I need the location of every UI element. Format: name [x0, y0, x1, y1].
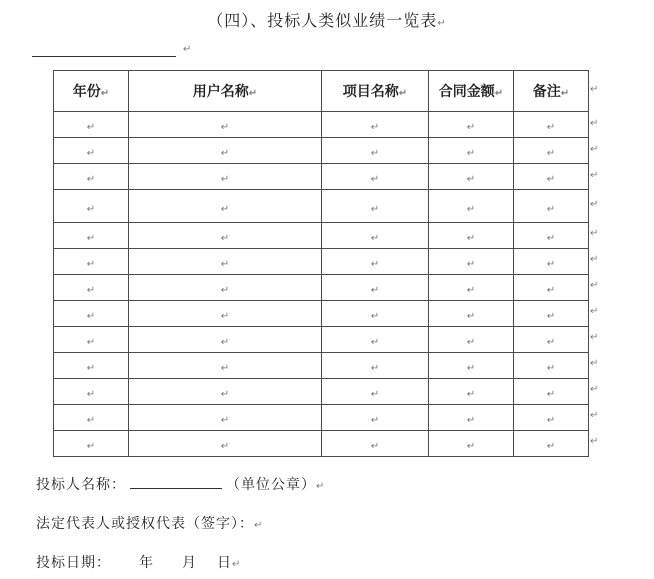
row-end-mark: ↵: [590, 84, 599, 95]
table-cell: ↵: [429, 327, 514, 353]
table-cell: ↵: [514, 138, 589, 164]
table-cell: ↵: [129, 112, 322, 138]
table-row: [54, 138, 589, 164]
table-cell: ↵: [514, 301, 589, 327]
table-cell: ↵: [322, 249, 429, 275]
table-cell: ↵: [514, 164, 589, 190]
table-row: [54, 275, 589, 301]
header-remarks: 备注↵: [514, 71, 589, 112]
row-end-mark: ↵: [590, 280, 599, 291]
table-cell: ↵: [129, 138, 322, 164]
table-row: [54, 431, 589, 457]
table-cell: ↵: [514, 405, 589, 431]
row-end-mark: ↵: [590, 306, 599, 317]
table-cell: ↵: [129, 301, 322, 327]
table-cell: ↵: [322, 301, 429, 327]
table-cell: ↵: [54, 431, 129, 457]
table-cell: ↵: [129, 223, 322, 249]
table-cell: ↵: [129, 379, 322, 405]
table-cell: ↵: [514, 190, 589, 223]
table-cell: ↵: [514, 275, 589, 301]
table-cell: ↵: [129, 190, 322, 223]
table-cell: ↵: [429, 379, 514, 405]
performance-table: [53, 70, 589, 457]
table-cell: ↵: [129, 327, 322, 353]
row-end-mark: ↵: [590, 254, 599, 265]
table-cell: ↵: [322, 379, 429, 405]
row-end-mark: ↵: [590, 170, 599, 181]
table-cell: ↵: [54, 249, 129, 275]
table-cell: ↵: [429, 353, 514, 379]
table-cell: ↵: [322, 138, 429, 164]
table-row: [54, 164, 589, 190]
row-end-mark: ↵: [590, 118, 599, 129]
table-cell: ↵: [429, 164, 514, 190]
paragraph-mark: ↵: [183, 44, 192, 55]
header-project-name: 项目名称↵: [322, 71, 429, 112]
table-cell: ↵: [322, 164, 429, 190]
table-cell: ↵: [429, 190, 514, 223]
table-row: [54, 405, 589, 431]
table-cell: ↵: [514, 223, 589, 249]
table-cell: ↵: [54, 190, 129, 223]
heading-blank-line: [32, 40, 176, 57]
seal-note: （单位公章）: [226, 477, 316, 493]
table-cell: ↵: [54, 327, 129, 353]
table-header-row: [54, 71, 589, 112]
row-end-mark: ↵: [590, 228, 599, 239]
table-cell: ↵: [429, 275, 514, 301]
table-cell: ↵: [429, 223, 514, 249]
table-cell: ↵: [322, 223, 429, 249]
table-row: [54, 379, 589, 405]
table-cell: ↵: [54, 138, 129, 164]
table-cell: ↵: [322, 190, 429, 223]
date-year: 年: [139, 555, 154, 571]
table-cell: ↵: [322, 431, 429, 457]
row-end-mark: ↵: [590, 358, 599, 369]
representative-label: 法定代表人或授权代表（签字）：: [36, 516, 254, 532]
document-title: （四）、投标人类似业绩一览表↵: [207, 11, 447, 30]
table-cell: ↵: [54, 112, 129, 138]
table-cell: ↵: [514, 353, 589, 379]
bidder-name-blank: [130, 474, 222, 489]
bidder-name-label: 投标人名称：: [36, 477, 126, 493]
table-cell: ↵: [54, 405, 129, 431]
row-end-mark: ↵: [590, 199, 599, 210]
table-row: [54, 190, 589, 223]
table-cell: ↵: [322, 327, 429, 353]
table-cell: ↵: [129, 275, 322, 301]
table-cell: ↵: [429, 405, 514, 431]
table-cell: ↵: [129, 405, 322, 431]
table-cell: ↵: [429, 249, 514, 275]
table-cell: ↵: [322, 275, 429, 301]
table-cell: ↵: [514, 379, 589, 405]
table-cell: ↵: [514, 327, 589, 353]
date-month: 月: [182, 555, 197, 571]
table-cell: ↵: [322, 112, 429, 138]
header-customer-name: 用户名称↵: [129, 71, 322, 112]
table-cell: ↵: [129, 431, 322, 457]
table-row: [54, 327, 589, 353]
table-cell: ↵: [54, 275, 129, 301]
table-cell: ↵: [429, 431, 514, 457]
table-cell: ↵: [54, 223, 129, 249]
representative-line: 法定代表人或授权代表（签字）：↵: [36, 516, 264, 532]
table-cell: ↵: [54, 379, 129, 405]
table-cell: ↵: [129, 353, 322, 379]
bid-date-label: 投标日期：: [36, 555, 111, 571]
date-day: 日: [217, 555, 232, 571]
header-year: 年份↵: [54, 71, 129, 112]
table-cell: ↵: [129, 249, 322, 275]
bid-date-line: 投标日期： 年 月 日↵: [36, 555, 242, 571]
table-cell: ↵: [322, 353, 429, 379]
table-row: [54, 223, 589, 249]
table-cell: ↵: [514, 112, 589, 138]
table-cell: ↵: [429, 112, 514, 138]
table-cell: ↵: [429, 301, 514, 327]
table-row: [54, 353, 589, 379]
row-end-mark: ↵: [590, 144, 599, 155]
row-end-mark: ↵: [590, 410, 599, 421]
table-row: [54, 112, 589, 138]
row-end-mark: ↵: [590, 436, 599, 447]
header-contract-amount: 合同金额↵: [429, 71, 514, 112]
table-cell: ↵: [514, 249, 589, 275]
table-cell: ↵: [429, 138, 514, 164]
bidder-name-line: 投标人名称： （单位公章）↵: [36, 474, 325, 494]
table-cell: ↵: [322, 405, 429, 431]
table-cell: ↵: [54, 353, 129, 379]
table-cell: ↵: [514, 431, 589, 457]
table-row: [54, 301, 589, 327]
table-row: [54, 249, 589, 275]
table-cell: ↵: [54, 164, 129, 190]
row-end-mark: ↵: [590, 384, 599, 395]
table-cell: ↵: [129, 164, 322, 190]
row-end-mark: ↵: [590, 332, 599, 343]
table-cell: ↵: [54, 301, 129, 327]
